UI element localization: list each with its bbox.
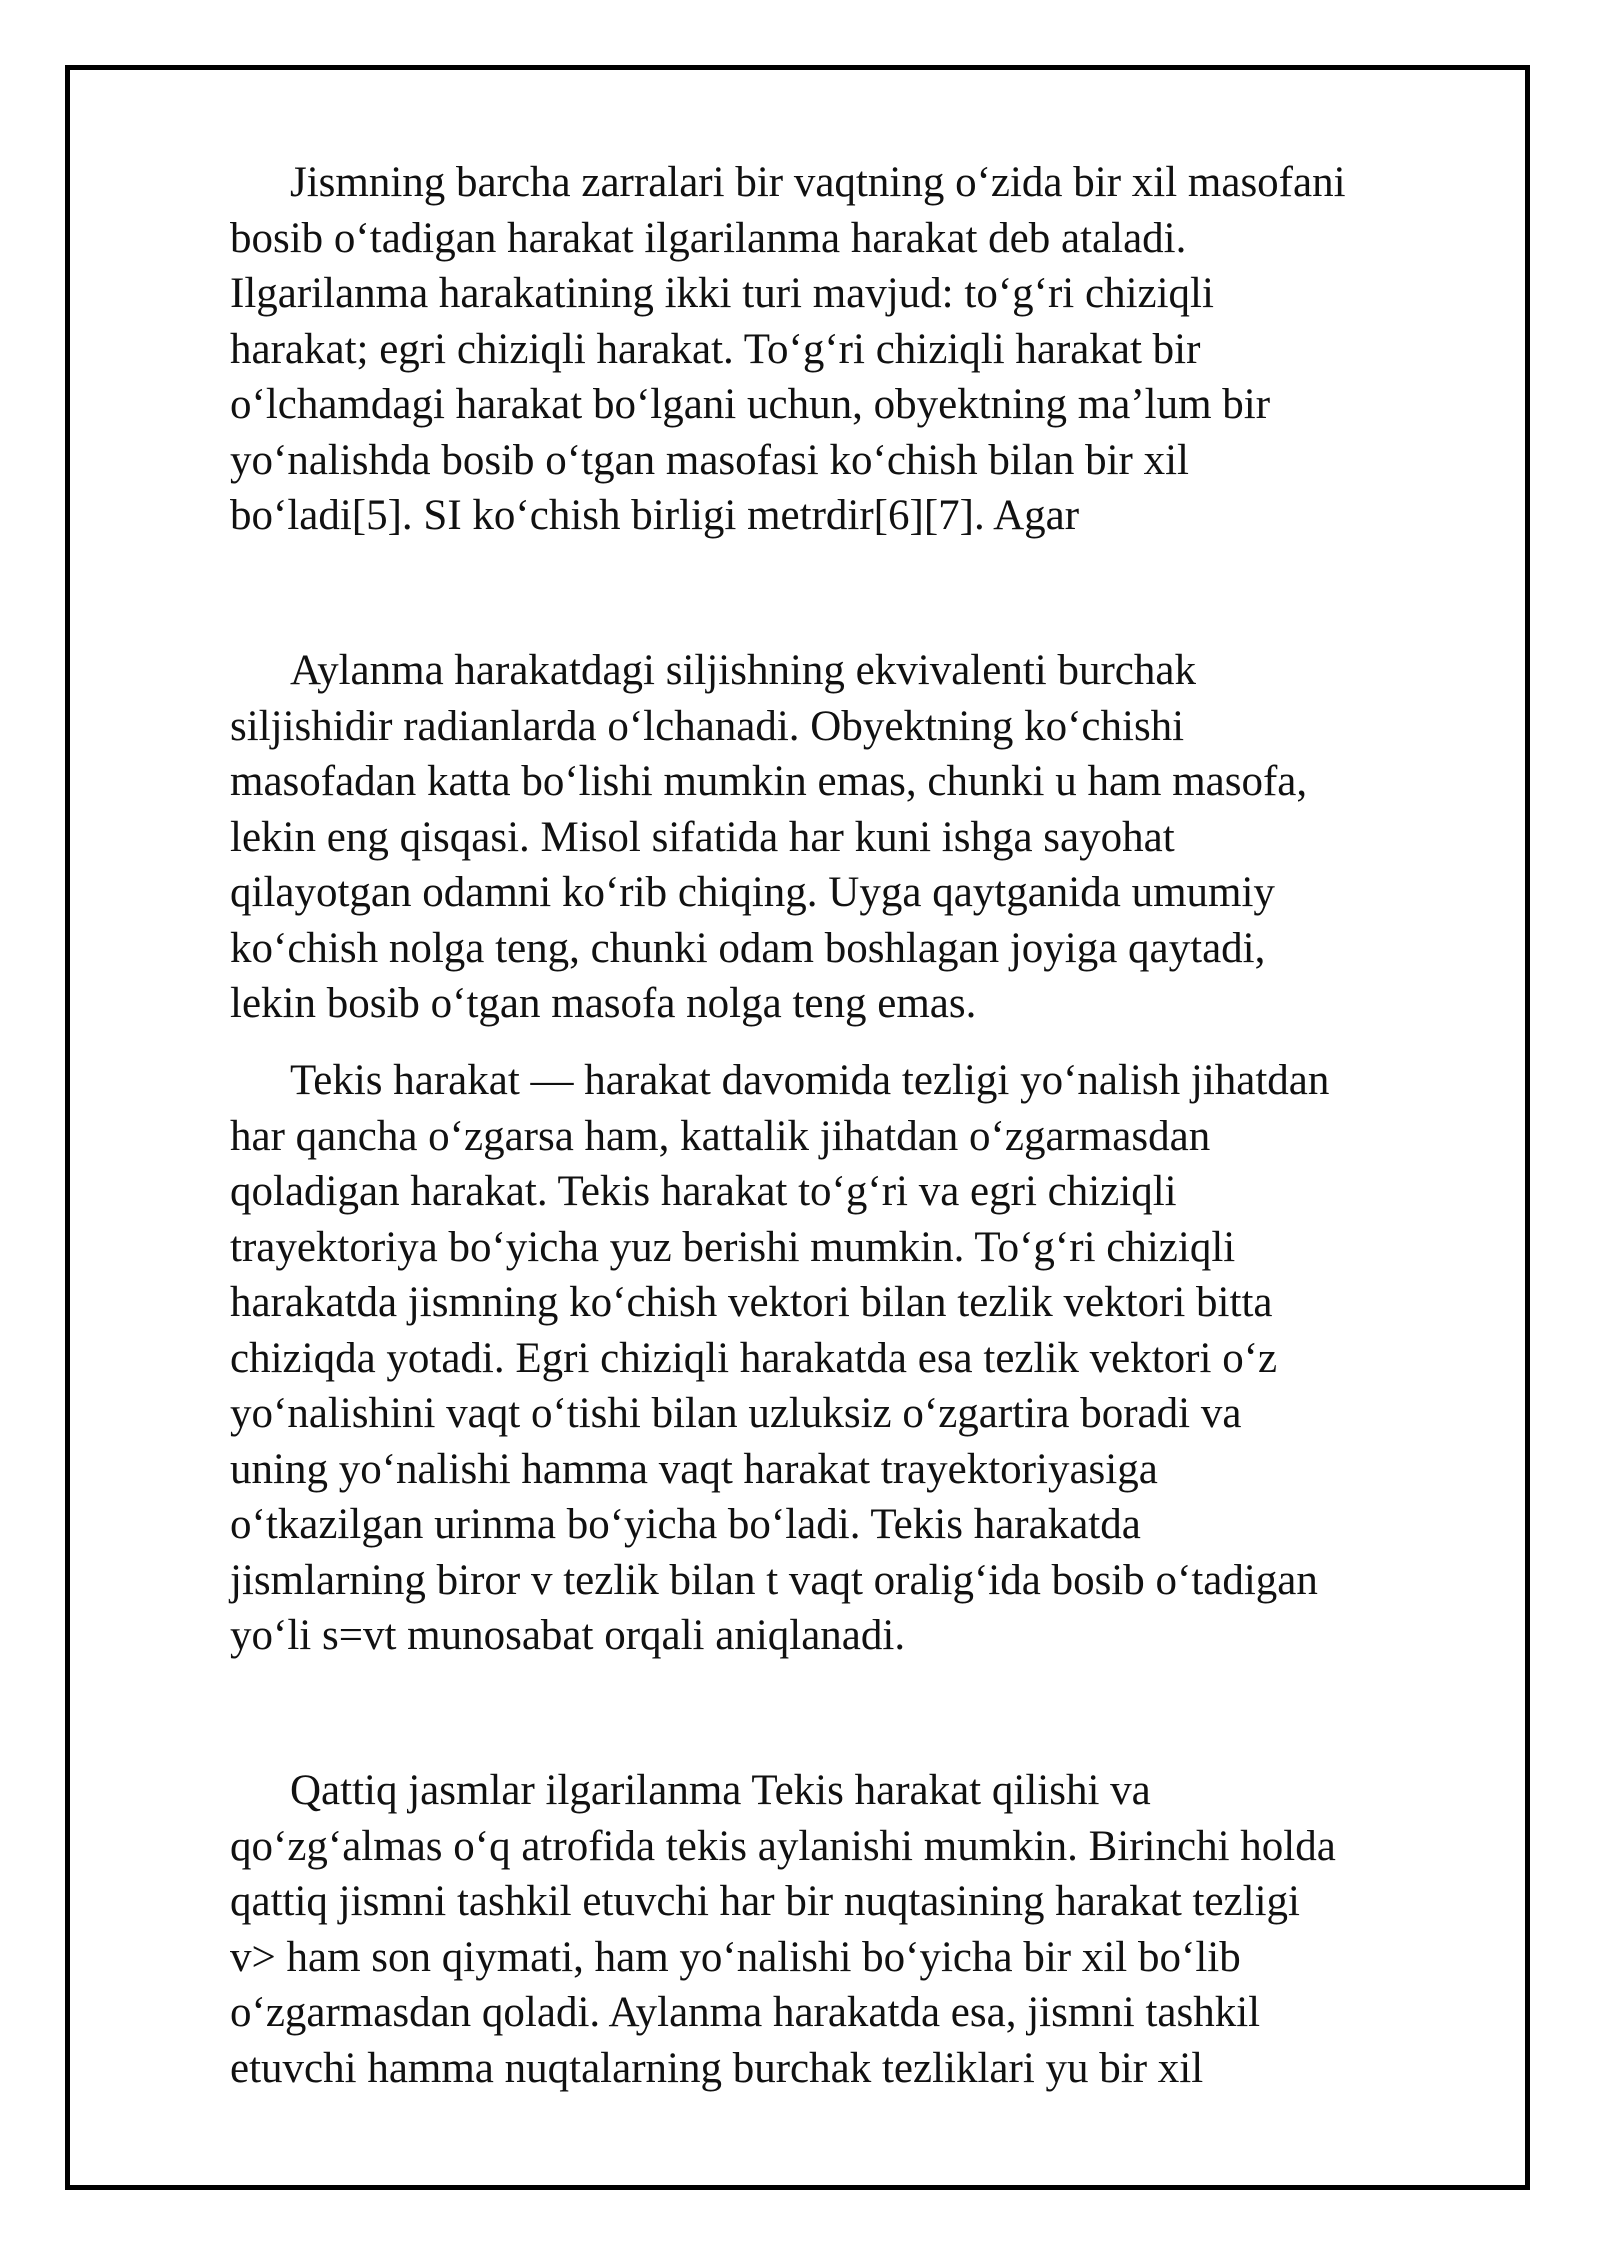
paragraph-uniform-motion: Tekis harakat — harakat davomida tezligi yoʻnalish jihatdan har qancha oʻzgarsa ham, kattalik jihatdan oʻzgarmasdan qoladigan harakat. Tekis harakat toʻgʻri va egri chiziqli trayektoriya boʻyicha yuz berishi mumkin. Toʻgʻri chiziqli harakatda jismning koʻchish vektori bilan tezlik vektori bitta chiziqda yotadi. Egri chiziqli harakatda esa tezlik vektori oʻz yoʻnalishini vaqt oʻtishi bilan uzluksiz oʻzgartira boradi va uning yoʻnalishi hamma vaqt harakat trayektoriyasiga oʻtkazilgan urinma boʻyicha boʻladi. Tekis harakatda jismlarning biror v tezlik bilan t vaqt oraligʻida bosib oʻtadigan yoʻli s=vt munosabat orqali aniqlanadi. [230,1057,1330,1659]
paragraph-angular-displacement: Aylanma harakatdagi siljishning ekvivalenti burchak siljishidir radianlarda oʻlchanadi. Obyektning koʻchishi masofadan katta boʻlishi mumkin emas, chunki u ham masofa, lekin eng qisqasi. Misol sifatida har kuni ishga sayohat qilayotgan odamni koʻrib chiqing. Uyga qaytganida umumiy koʻchish nolga teng, chunki odam boshlagan joyiga qaytadi, lekin bosib oʻtgan masofa nolga teng emas. [230,647,1308,1027]
paragraph-rigid-body-motion: Qattiq jasmlar ilgarilanma Tekis harakat qilishi va qoʻzgʻalmas oʻq atrofida tekis aylanishi mumkin. Birinchi holda qattiq jismni tashkil etuvchi har bir nuqtasining harakat tezligi v> ham son qiymati, ham yoʻnalishi boʻyicha bir xil boʻlib oʻzgarmasdan qoladi. Aylanma harakatda esa, jismni tashkil etuvchi hamma nuqtalarning burchak tezliklari yu bir xil [230,1767,1336,2092]
paragraph-translational-motion: Jismning barcha zarralari bir vaqtning oʻzida bir xil masofani bosib oʻtadigan harakat ilgarilanma harakat deb ataladi. Ilgarilanma harakatining ikki turi mavjud: toʻgʻri chiziqli harakat; egri chiziqli harakat. Toʻgʻri chiziqli harakat bir oʻlchamdagi harakat boʻlgani uchun, obyektning maʼlum bir yoʻnalishda bosib oʻtgan masofasi koʻchish bilan bir xil boʻladi[5]. SI koʻchish birligi metrdir[6][7]. Agar [230,159,1346,539]
